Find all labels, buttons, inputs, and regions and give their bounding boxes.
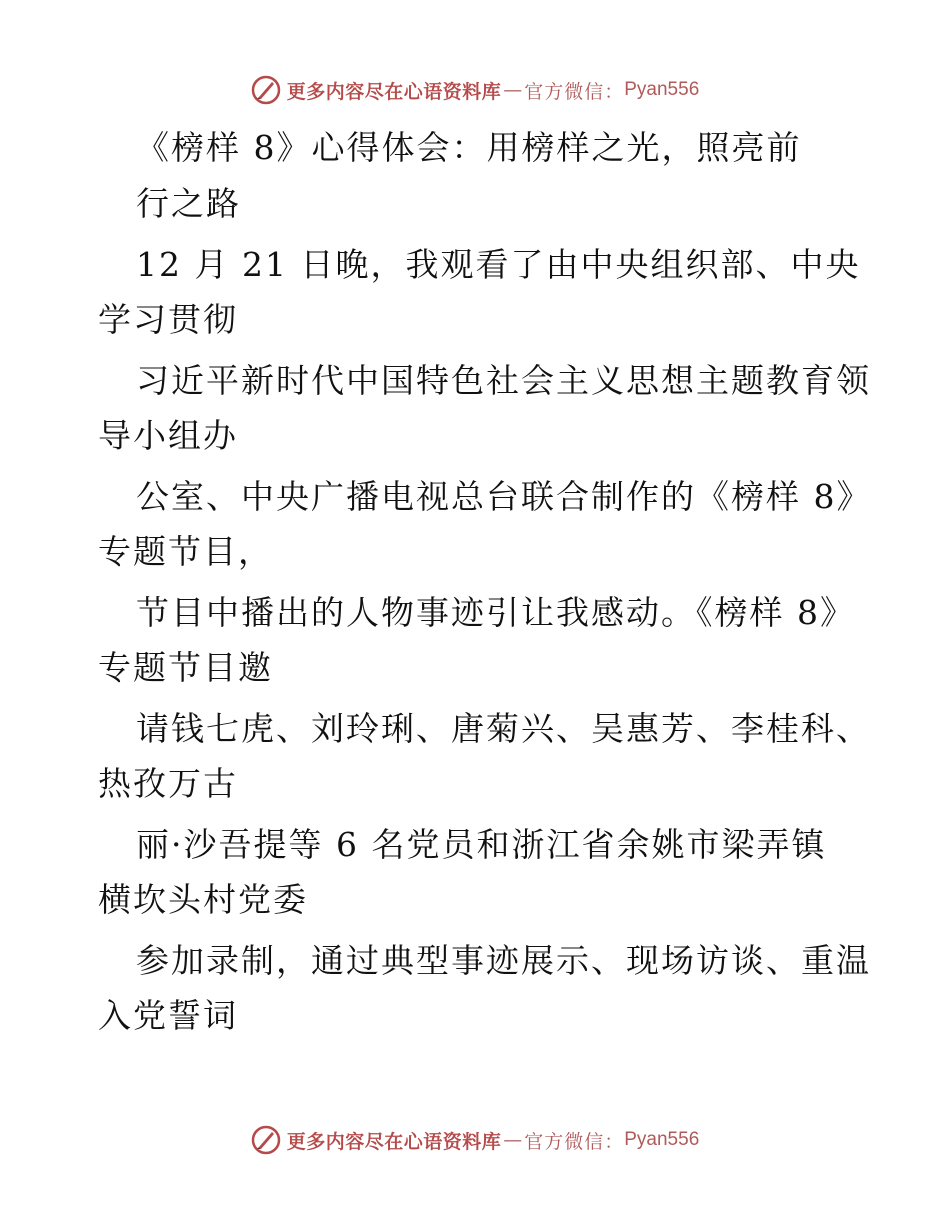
paragraph-line: 学习贯彻: [98, 300, 238, 339]
paragraph-line: 专题节目，: [98, 532, 273, 571]
watermark-subtitle: 官方微信：: [524, 1130, 625, 1153]
paragraph-line: 专题节目邀: [98, 648, 273, 687]
paragraph-line: 热孜万古: [98, 764, 238, 803]
paragraph-line: 12 月 21 日晚，我观看了由中央组织部、中央: [136, 245, 861, 284]
paragraph-line: 节目中播出的人物事迹引让我感动。《榜样 8》: [136, 593, 855, 632]
paragraph-line: 导小组办: [98, 416, 238, 455]
document-title-line-2: 行之路: [136, 184, 241, 223]
watermark-dash: —: [503, 79, 523, 101]
paragraph-line: 横坎头村党委: [98, 880, 308, 919]
paragraph-line: 请钱七虎、刘玲琍、唐菊兴、吴惠芳、李桂科、: [136, 709, 871, 748]
watermark-title: 更多内容尽在心语资料库: [286, 1130, 502, 1153]
paragraph-line: 习近平新时代中国特色社会主义思想主题教育领: [136, 361, 871, 400]
quill-logo-icon: [251, 1125, 281, 1155]
document-title-line-1: 《榜样 8》心得体会：用榜样之光，照亮前: [136, 128, 802, 167]
paragraph-line: 丽·沙吾提等 6 名党员和浙江省余姚市梁弄镇: [136, 825, 827, 864]
paragraph-line: 入党誓词: [98, 996, 238, 1035]
quill-logo-icon: [251, 75, 281, 105]
paragraph-line: 参加录制，通过典型事迹展示、现场访谈、重温: [136, 941, 871, 980]
paragraph-line: 公室、中央广播电视总台联合制作的《榜样 8》: [136, 477, 872, 516]
watermark-wechat-id: Pyan556: [624, 79, 700, 100]
footer-watermark: [0, 1120, 950, 1160]
watermark-title: 更多内容尽在心语资料库: [286, 80, 502, 103]
watermark-wechat-id: Pyan556: [624, 1129, 700, 1150]
watermark-subtitle: 官方微信：: [524, 80, 625, 103]
watermark-dash: —: [503, 1129, 523, 1151]
header-watermark: [0, 70, 950, 110]
